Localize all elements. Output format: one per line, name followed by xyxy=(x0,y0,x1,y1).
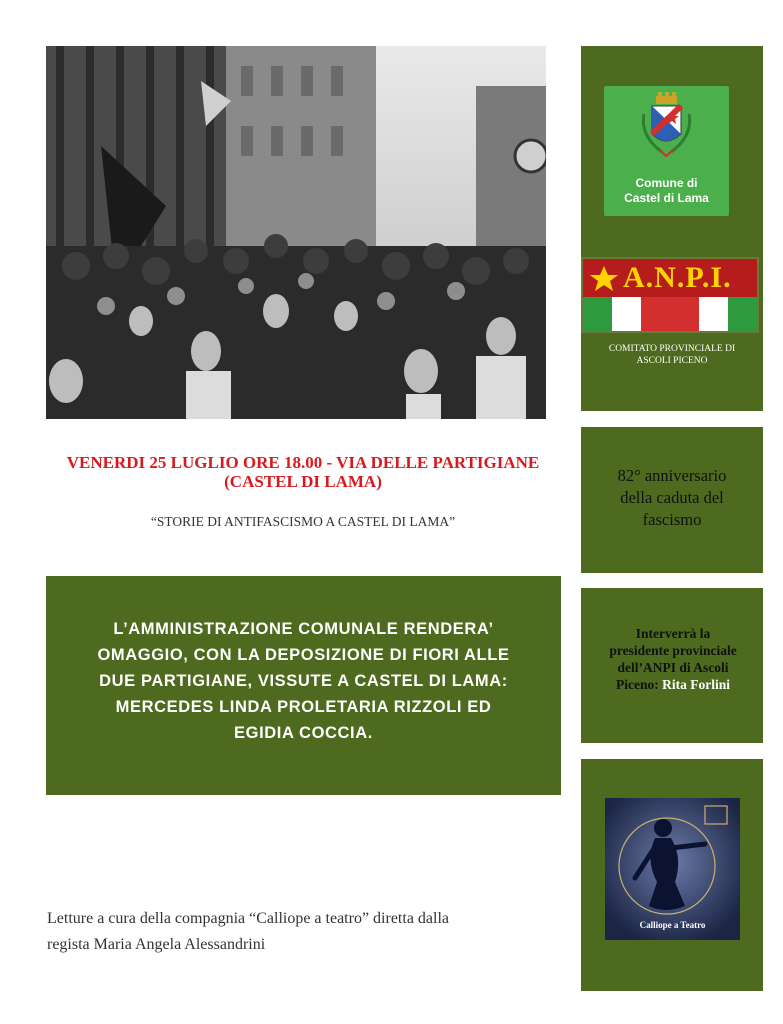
calliope-logo xyxy=(605,798,740,940)
muse-figure-icon xyxy=(605,798,740,940)
historical-photo xyxy=(46,46,546,419)
comitato-line2: ASCOLI PICENO xyxy=(636,356,708,366)
anpi-logo xyxy=(581,257,759,333)
speaker-line3: dell’ANPI di Ascoli xyxy=(617,660,729,675)
announcement-line: DUE PARTIGIANE, VISSUTE A CASTEL DI LAMA: xyxy=(99,672,508,690)
anpi-flag-stripes xyxy=(583,297,757,331)
anniversary-line1: 82° anniversario xyxy=(617,466,727,485)
speaker-prefix: Piceno: xyxy=(616,677,659,692)
speaker-line4 xyxy=(590,676,756,693)
speaker-name: Rita Forlini xyxy=(662,677,730,692)
calliope-label: Calliope a Teatro xyxy=(639,920,706,930)
anniversary-text xyxy=(581,465,763,531)
anniversary-line2: della caduta del xyxy=(620,488,724,507)
announcement-line: OMAGGIO, CON LA DEPOSIZIONE DI FIORI ALLE xyxy=(97,646,510,664)
announcement-line: MERCEDES LINDA PROLETARIA RIZZOLI ED xyxy=(115,698,492,716)
speaker-line1: Interverrà la xyxy=(635,626,711,641)
readings-credit-line2: regista Maria Angela Alessandrini xyxy=(47,936,266,953)
event-headline-line1: VENERDI 25 LUGLIO ORE 18.00 - VIA DELLE PARTIGIANE xyxy=(66,453,540,472)
anniversary-line3: fascismo xyxy=(642,510,702,529)
anpi-title: A.N.P.I. xyxy=(623,261,732,294)
speaker-text xyxy=(590,625,756,693)
readings-credit xyxy=(47,906,567,958)
coat-of-arms-icon xyxy=(604,86,729,176)
announcement-line: EGIDIA COCCIA. xyxy=(234,724,373,742)
event-subtitle: “STORIE DI ANTIFASCISMO A CASTEL DI LAMA” xyxy=(150,514,456,529)
readings-credit-line1: Letture a cura della compagnia “Calliope a teatro” diretta dalla xyxy=(47,910,450,927)
comitato-line1: COMITATO PROVINCIALE DI xyxy=(608,344,736,354)
castel-di-lama-logo xyxy=(604,86,729,216)
comitato-provinciale xyxy=(581,343,763,367)
speaker-line2: presidente provinciale xyxy=(609,643,737,658)
announcement-line: L’AMMINISTRAZIONE COMUNALE RENDERA’ xyxy=(113,620,494,638)
event-headline-line2: (CASTEL DI LAMA) xyxy=(224,472,382,491)
castel-logo-line2: Castel di Lama xyxy=(624,191,709,205)
event-headline xyxy=(40,453,566,491)
tribute-announcement-box xyxy=(46,576,561,795)
star-icon xyxy=(589,265,619,293)
castel-logo-line1: Comune di xyxy=(635,176,698,190)
